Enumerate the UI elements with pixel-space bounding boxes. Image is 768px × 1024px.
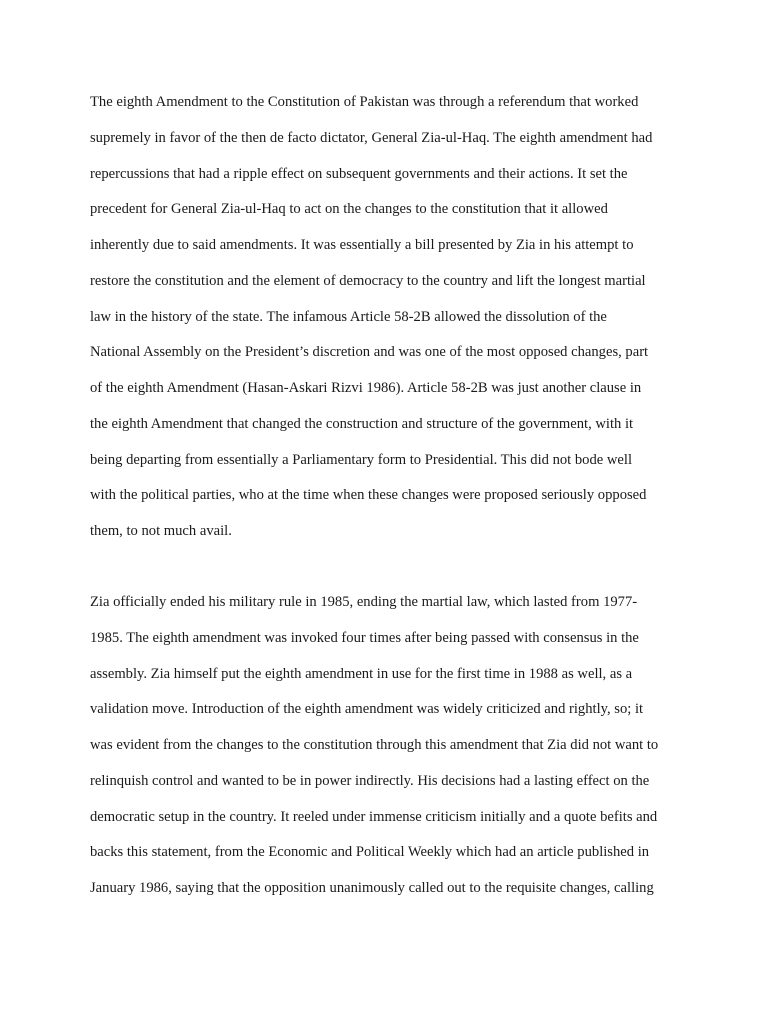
text-line: law in the history of the state. The infamous Article 58-2B allowed the dissolution of the [90,308,607,325]
text-line: relinquish control and wanted to be in power indirectly. His decisions had a lasting effect on the [90,772,650,789]
text-line: inherently due to said amendments. It was essentially a bill presented by Zia in his attempt to [90,237,634,253]
text-line: validation move. Introduction of the eighth amendment was widely criticized and rightly, so; it [90,701,644,718]
text-line: The eighth Amendment to the Constitution of Pakistan was through a referendum that worked [90,94,639,110]
paragraph-zia-military-rule [90,585,690,907]
text-line: repercussions that had a ripple effect on subsequent governments and their actions. It set the [90,165,628,182]
text-line: National Assembly on the President’s discretion and was one of the most opposed changes, part [90,344,649,361]
text-line: with the political parties, who at the time when these changes were proposed seriously opposed [90,487,647,504]
text-line: 1985. The eighth amendment was invoked four times after being passed with consensus in the [90,629,639,646]
paragraph-eighth-amendment [90,85,690,550]
text-line: January 1986, saying that the opposition unanimously called out to the requisite changes, calling [90,880,654,896]
text-line: backs this statement, from the Economic and Political Weekly which had an article published in [90,844,650,861]
text-line: the eighth Amendment that changed the construction and structure of the government, with it [90,415,634,432]
text-line: them, to not much avail. [90,523,232,539]
text-line: was evident from the changes to the constitution through this amendment that Zia did not want to [90,737,659,753]
text-line: supremely in favor of the then de facto dictator, General Zia-ul-Haq. The eighth amendment had [90,129,653,146]
text-line: precedent for General Zia-ul-Haq to act on the changes to the constitution that it allowed [90,201,608,218]
text-line: of the eighth Amendment (Hasan-Askari Rizvi 1986). Article 58-2B was just another clause in [90,380,642,396]
text-line: democratic setup in the country. It reeled under immense criticism initially and a quote befits and [90,808,658,825]
text-line: assembly. Zia himself put the eighth amendment in use for the first time in 1988 as well, as a [90,665,633,682]
text-line: being departing from essentially a Parliamentary form to Presidential. This did not bode well [90,451,633,468]
text-line: restore the constitution and the element of democracy to the country and lift the longest martial [90,272,646,289]
text-line: Zia officially ended his military rule in 1985, ending the martial law, which lasted from 1977- [90,594,638,610]
